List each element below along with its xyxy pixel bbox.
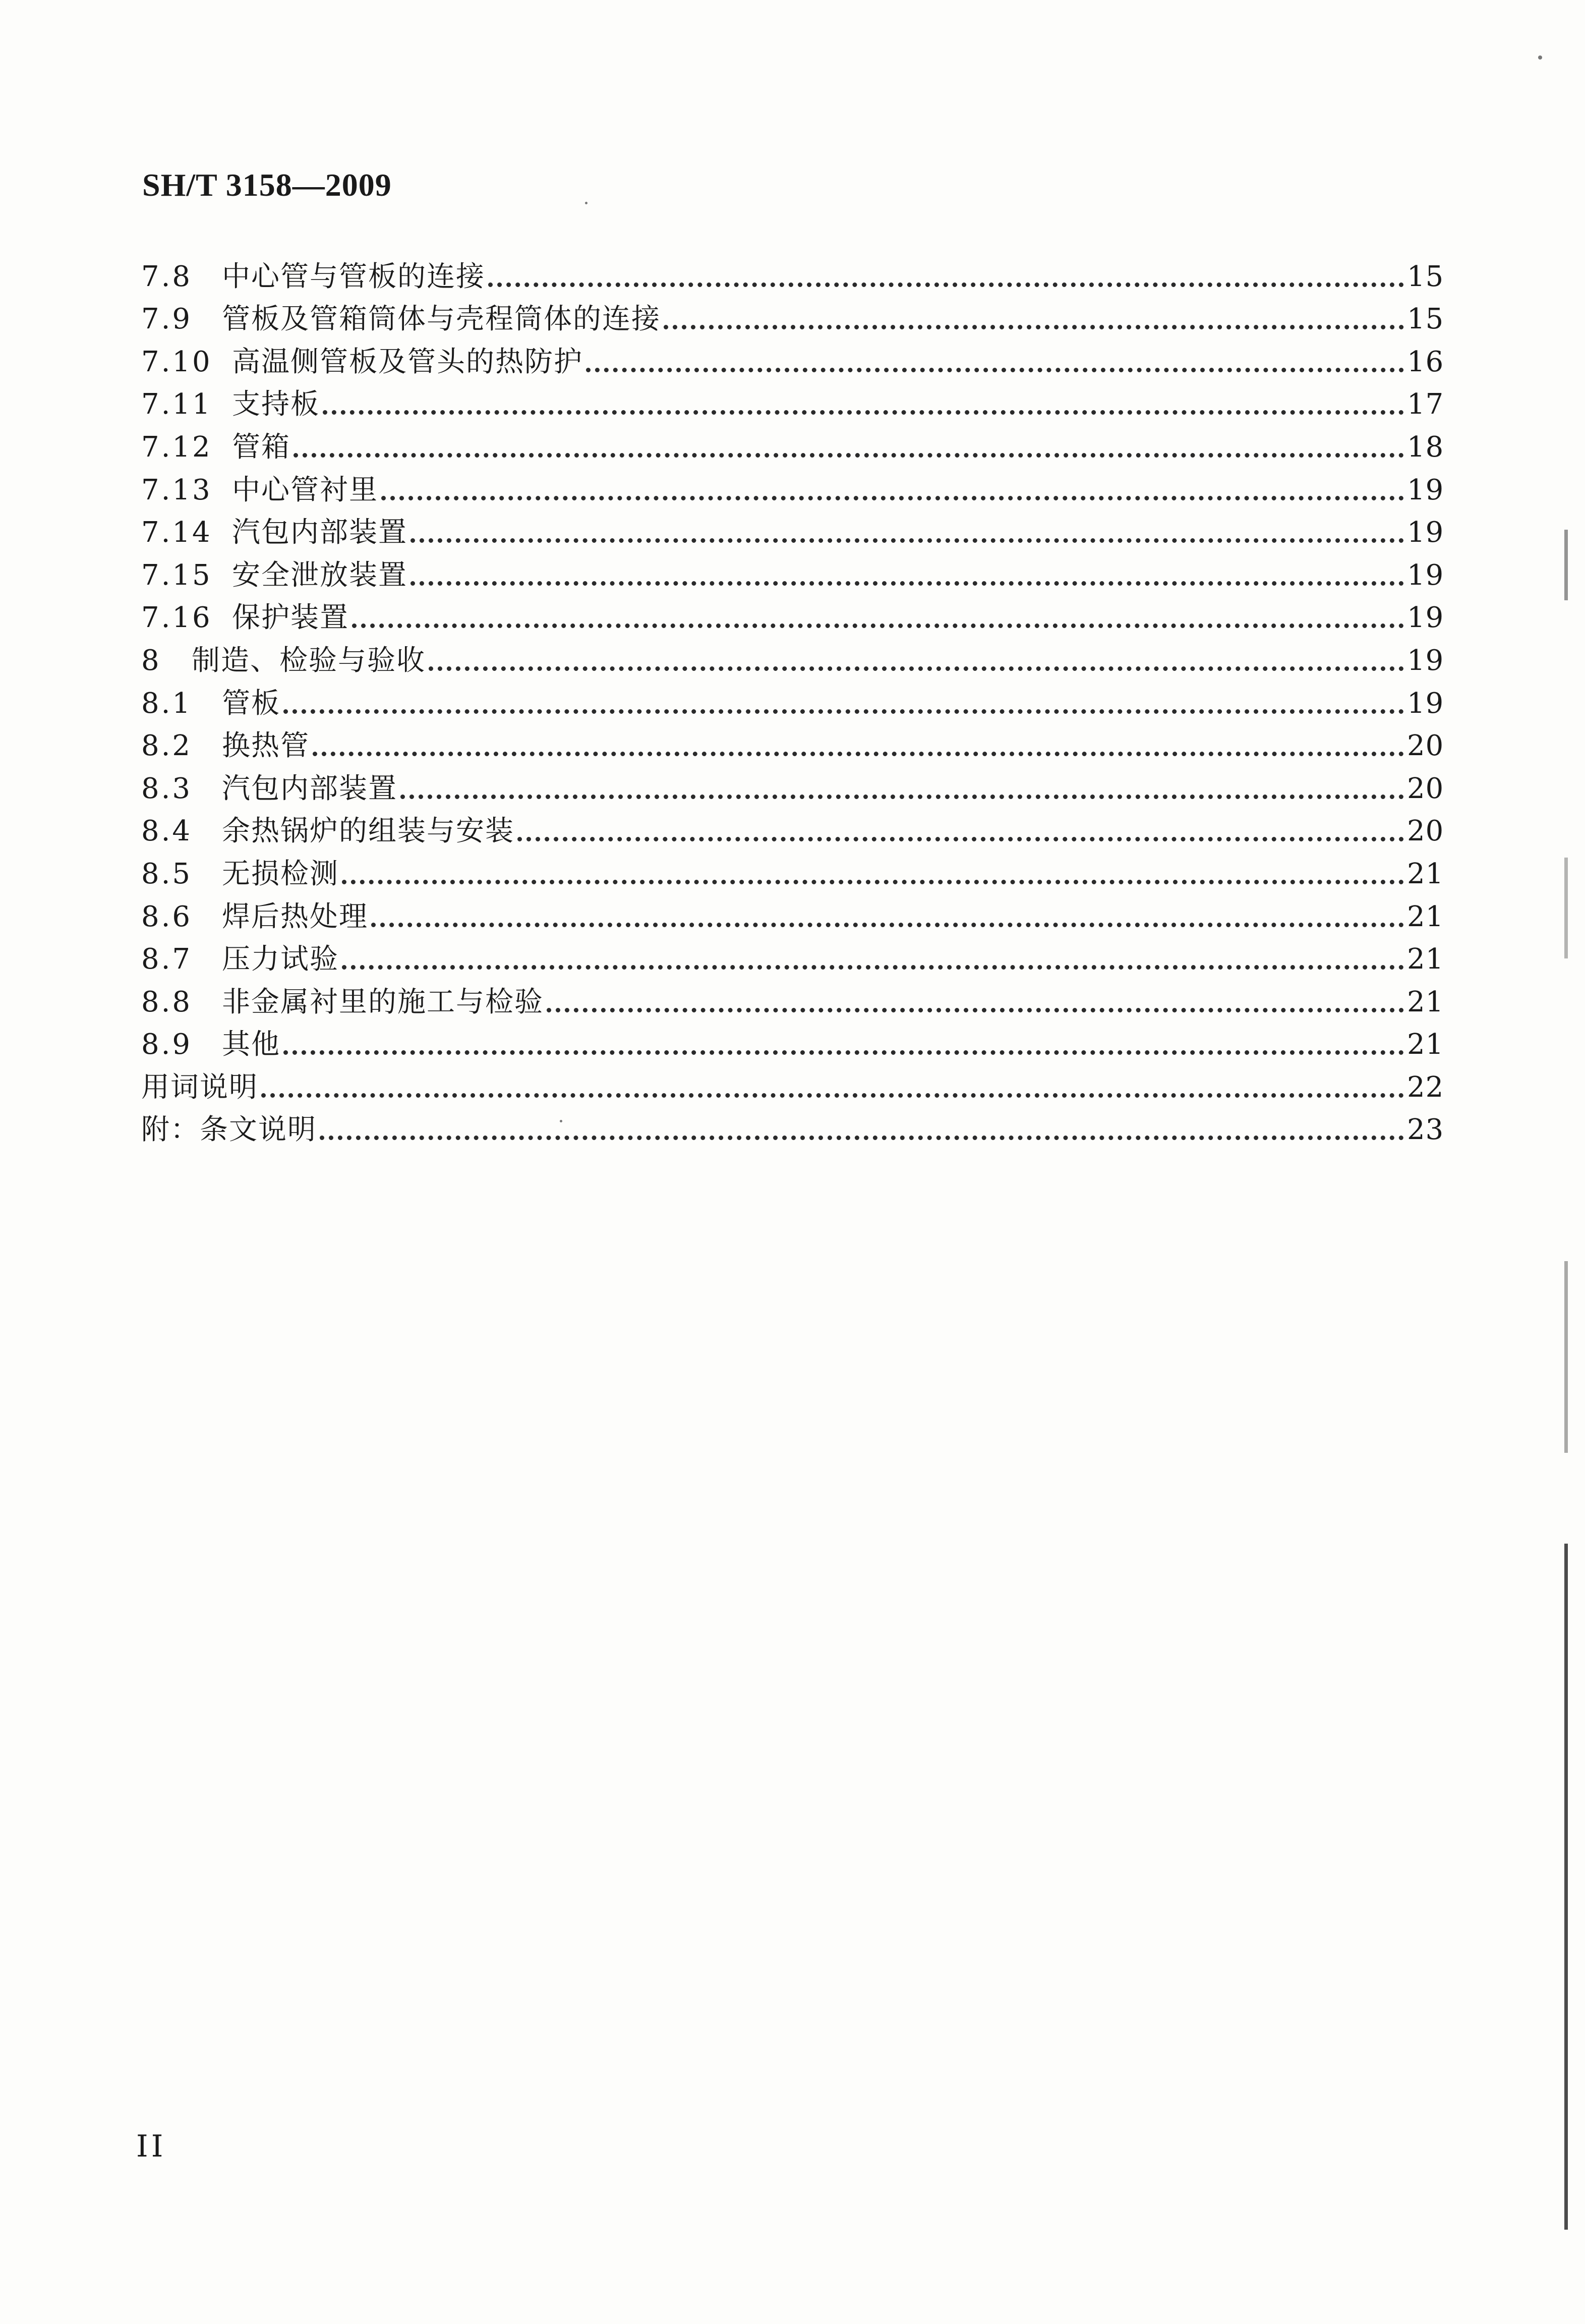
toc-leader-dots [342, 880, 1404, 884]
scan-speck [1538, 55, 1542, 60]
toc-leader-dots [488, 282, 1404, 287]
scan-edge-mark [1564, 530, 1568, 600]
toc-entry-page: 21 [1407, 900, 1444, 933]
toc-entry-number: 8.6 [141, 900, 193, 933]
toc-entry[interactable] [141, 718, 1442, 761]
toc-leader-dots [410, 581, 1404, 586]
toc-leader-dots [283, 709, 1404, 714]
document-code-header: SH/T 3158—2009 [142, 167, 392, 203]
toc-entry-title: 用词说明 [141, 1070, 258, 1104]
toc-entry-title: 管箱 [232, 430, 290, 464]
page-number-footer: II [136, 2129, 166, 2164]
toc-entry[interactable] [141, 462, 1442, 504]
toc-entry-page: 15 [1407, 303, 1444, 336]
toc-leader-dots [371, 923, 1404, 927]
toc-leader-dots [323, 410, 1404, 415]
toc-entry-number: 7.15 [141, 558, 212, 592]
toc-leader-dots [293, 453, 1404, 458]
toc-entry-page: 21 [1407, 1028, 1444, 1061]
toc-entry[interactable] [141, 504, 1442, 547]
toc-entry-number: 7.8 [141, 260, 193, 293]
toc-leader-dots [313, 752, 1404, 756]
toc-entry-number: 8.5 [141, 857, 193, 890]
toc-entry-number: 8 [141, 644, 161, 677]
toc-entry-page: 20 [1407, 815, 1444, 848]
toc-entry-page: 21 [1407, 857, 1444, 890]
table-of-contents [141, 248, 1444, 1147]
toc-leader-dots [283, 1050, 1404, 1055]
toc-entry-title: 压力试验 [222, 943, 339, 976]
scan-edge-mark [1564, 1544, 1568, 2230]
toc-entry-title: 中心管衬里 [232, 473, 378, 506]
toc-entry[interactable] [141, 547, 1442, 590]
toc-entry-number: 7.12 [141, 430, 212, 464]
scan-speck [585, 202, 588, 204]
toc-entry-number: 7.16 [141, 601, 212, 635]
scan-edge-mark [1564, 858, 1568, 958]
toc-entry-number: 8.8 [141, 985, 193, 1018]
toc-entry[interactable] [141, 248, 1442, 291]
toc-entry-number: 8.3 [141, 772, 193, 805]
toc-entry[interactable] [141, 803, 1442, 846]
toc-entry-title: 中心管与管板的连接 [222, 260, 485, 293]
toc-entry-page: 19 [1407, 516, 1444, 549]
toc-entry-title: 余热锅炉的组装与安装 [222, 815, 514, 848]
scan-edge-mark [1564, 1261, 1568, 1453]
toc-entry-title: 非金属衬里的施工与检验 [222, 985, 544, 1018]
toc-leader-dots [586, 368, 1404, 372]
toc-entry-number: 7.11 [141, 388, 212, 421]
toc-entry-number: 8.2 [141, 729, 193, 763]
scan-speck [560, 1120, 562, 1122]
toc-entry-title: 汽包内部装置 [232, 516, 407, 549]
toc-entry-page: 20 [1407, 772, 1444, 805]
toc-entry-title: 焊后热处理 [222, 900, 368, 933]
toc-entry[interactable] [141, 974, 1442, 1016]
toc-entry-title: 换热管 [222, 729, 310, 763]
toc-entry[interactable] [141, 760, 1442, 803]
toc-leader-dots [400, 795, 1404, 799]
toc-entry[interactable] [141, 333, 1442, 376]
toc-entry-title: 无损检测 [222, 857, 339, 890]
toc-leader-dots [429, 666, 1404, 671]
toc-entry-page: 18 [1407, 430, 1444, 464]
toc-leader-dots [664, 325, 1404, 329]
toc-entry-number: 7.10 [141, 345, 212, 378]
toc-entry-page: 20 [1407, 729, 1444, 763]
toc-entry-appendix[interactable] [141, 1059, 1442, 1102]
toc-leader-dots [410, 538, 1404, 543]
toc-leader-dots [547, 1008, 1404, 1012]
toc-entry-appendix[interactable] [141, 1102, 1442, 1145]
toc-entry[interactable] [141, 291, 1442, 334]
toc-entry-page: 19 [1407, 601, 1444, 635]
toc-leader-dots [381, 496, 1404, 500]
toc-leader-dots [320, 1136, 1404, 1140]
toc-entry[interactable] [141, 675, 1442, 718]
toc-leader-dots [517, 837, 1404, 841]
toc-entry-number: 8.4 [141, 815, 193, 848]
toc-entry-title: 汽包内部装置 [222, 772, 397, 805]
toc-entry-page: 23 [1407, 1113, 1444, 1147]
toc-entry-number: 8.7 [141, 943, 193, 976]
toc-entry-page: 19 [1407, 687, 1444, 720]
toc-entry-number: 8.1 [141, 687, 193, 720]
toc-entry-page: 19 [1407, 473, 1444, 506]
toc-entry-title: 保护装置 [232, 601, 349, 635]
toc-entry[interactable] [141, 888, 1442, 931]
toc-entry[interactable] [141, 1016, 1442, 1059]
toc-entry-title: 支持板 [232, 388, 320, 421]
toc-entry-page: 21 [1407, 985, 1444, 1018]
toc-leader-dots [261, 1093, 1404, 1098]
toc-entry[interactable] [141, 931, 1442, 974]
toc-entry-number: 8.9 [141, 1028, 193, 1061]
toc-entry[interactable] [141, 590, 1442, 633]
toc-entry[interactable] [141, 419, 1442, 462]
toc-entry-number: 7.14 [141, 516, 212, 549]
toc-entry-title: 制造、检验与验收 [192, 644, 426, 677]
toc-entry-title: 高温侧管板及管头的热防护 [232, 345, 583, 378]
toc-entry-number: 7.13 [141, 473, 212, 506]
toc-entry-number: 7.9 [141, 303, 193, 336]
toc-leader-dots [352, 623, 1404, 628]
toc-entry-title: 管板及管箱筒体与壳程筒体的连接 [222, 303, 661, 336]
toc-entry-page: 19 [1407, 644, 1444, 677]
toc-entry-title: 安全泄放装置 [232, 558, 407, 592]
toc-entry-page: 16 [1407, 345, 1444, 378]
toc-leader-dots [342, 965, 1404, 970]
toc-entry[interactable] [141, 845, 1442, 888]
toc-entry-title: 其他 [222, 1028, 280, 1061]
toc-entry-page: 22 [1407, 1070, 1444, 1104]
toc-entry-title: 附：条文说明 [141, 1113, 317, 1147]
toc-entry-title: 管板 [222, 687, 280, 720]
toc-entry-page: 15 [1407, 260, 1444, 293]
toc-entry-page: 17 [1407, 388, 1444, 421]
toc-entry-page: 21 [1407, 943, 1444, 976]
toc-entry-page: 19 [1407, 558, 1444, 592]
toc-entry[interactable] [141, 376, 1442, 419]
toc-entry-chapter[interactable] [141, 632, 1442, 675]
